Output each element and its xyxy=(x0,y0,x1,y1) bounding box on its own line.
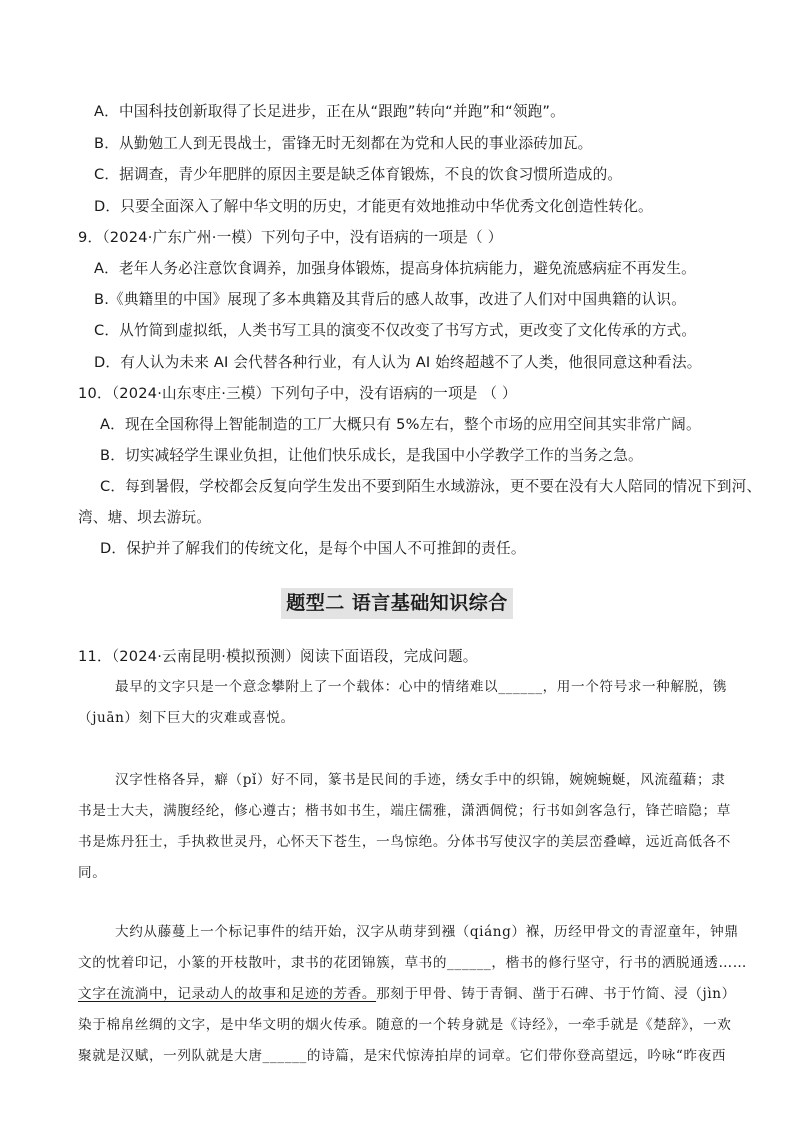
passage-line: 大约从藤蔓上一个标记事件的结开始，汉字从萌芽到襁（qiáng）褓，历经甲骨文的青涩童年，钟鼎 xyxy=(115,924,739,940)
q10-option-c-continued: 湾、塘、坝去游玩。 xyxy=(78,509,212,526)
passage-line: （juān）刻下巨大的灾难或喜悦。 xyxy=(78,710,295,726)
passage-line xyxy=(78,984,736,1004)
q8-option-c: C．据调查，青少年肥胖的原因主要是缺乏体育锻炼，不良的饮食习惯所造成的。 xyxy=(94,166,623,183)
passage-line: 最早的文字只是一个意念攀附上了一个载体：心中的情绪难以______，用一个符号求一种解脱，镌 xyxy=(115,679,728,695)
q9-option-b: B.《典籍里的中国》展现了多本典籍及其背后的感人故事，改进了人们对中国典籍的认识。 xyxy=(94,291,687,308)
section-title: 题型二 语言基础知识综合 xyxy=(281,588,513,619)
q9-option-c: C．从竹简到虚拟纸，人类书写工具的演变不仅改变了书写方式，更改变了文化传承的方式。 xyxy=(94,322,697,339)
underlined-sentence: 文字在流淌中，记录动人的故事和足迹的芳香。 xyxy=(78,986,377,1002)
q8-option-d: D．只要全面深入了解中华文明的历史，才能更有效地推动中华优秀文化创造性转化。 xyxy=(94,198,653,215)
passage-text: 那刻于甲骨、铸于青铜、凿于石碑、书于竹简、浸（jìn） xyxy=(376,986,736,1002)
passage-line: 同。 xyxy=(78,865,107,881)
passage-line: 汉字性格各异，癖（pǐ）好不同，篆书是民间的手迹，绣女手中的织锦，婉婉蜿蜒，风流蕴藉；隶 xyxy=(115,772,726,788)
q9-option-d: D．有人认为未来 AI 会代替各种行业，有人认为 AI 始终超越不了人类，他很同意这种看法。 xyxy=(94,354,702,371)
q10-option-b: B．切实减轻学生课业负担，让他们快乐成长，是我国中小学教学工作的当务之急。 xyxy=(100,447,643,464)
passage-line: 书是士大夫，满腹经纶，修心遵古；楷书如书生，端庄儒雅，潇洒倜傥；行书如剑客急行，锋芒暗隐；草 xyxy=(78,803,731,819)
q8-option-b: B．从勤勉工人到无畏战士，雷锋无时无刻都在为党和人民的事业添砖加瓦。 xyxy=(94,135,593,152)
q10-stem: 10．（2024·山东枣庄·三模）下列句子中，没有语病的一项是 （ ） xyxy=(78,385,517,402)
q10-option-a: A．现在全国称得上智能制造的工厂大概只有 5%左右，整个市场的应用空间其实非常广阔。 xyxy=(100,416,701,433)
q9-option-a: A．老年人务必注意饮食调养，加强身体锻炼，提高身体抗病能力，避免流感病症不再发生。 xyxy=(94,260,696,277)
q11-stem: 11．（2024·云南昆明·模拟预测）阅读下面语段，完成问题。 xyxy=(78,648,478,665)
q8-option-a: A．中国科技创新取得了长足进步，正在从“跟跑”转向“并跑”和“领跑”。 xyxy=(94,103,565,120)
q10-option-d: D．保护并了解我们的传统文化，是每个中国人不可推卸的责任。 xyxy=(100,540,526,557)
passage-line: 染于棉帛丝绸的文字，是中华文明的烟火传承。随意的一个转身就是《诗经》，一牵手就是《楚辞》，一欢 xyxy=(78,1017,732,1033)
passage-line: 书是炼丹狂士，手执救世灵丹，心怀天下苍生，一鸟惊绝。分体书写使汉字的美层峦叠嶂，远近高低各不 xyxy=(78,834,731,850)
q9-stem: 9．（2024·广东广州·一模）下列句子中，没有语病的一项是（ ） xyxy=(78,229,503,246)
q10-option-c: C．每到暑假，学校都会反复向学生发出不要到陌生水域游泳，更不要在没有大人陪同的情况下到河、 xyxy=(100,478,762,495)
passage-line: 聚就是汉赋，一列队就是大唐______的诗篇，是宋代惊涛拍岸的词章。它们带你登高望远，吟咏“昨夜西 xyxy=(78,1048,727,1064)
passage-line: 文的忱着印记，小篆的开枝散叶，隶书的花团锦簇，草书的______，楷书的修行坚守，行书的洒脱通透…… xyxy=(78,955,747,971)
